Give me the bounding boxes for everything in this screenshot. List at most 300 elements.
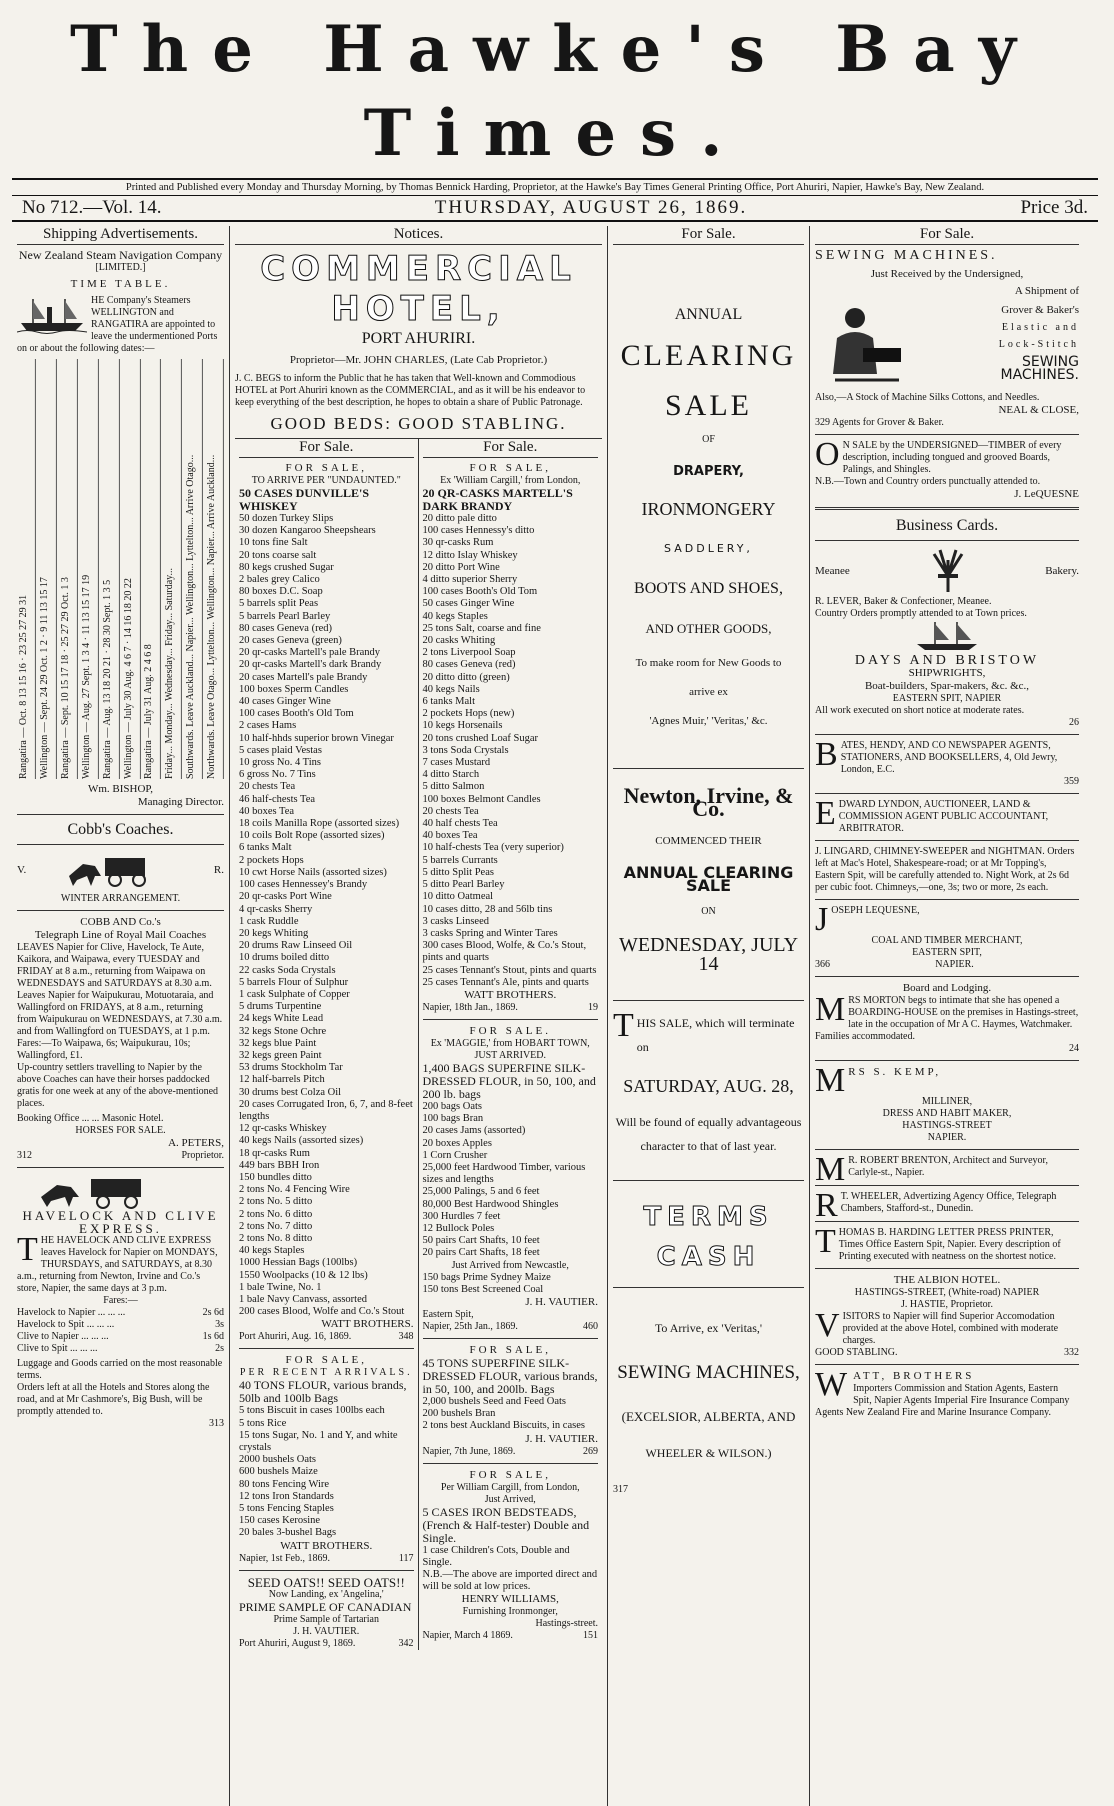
sale-ex: Ex 'William Cargill,' from London,	[440, 475, 581, 486]
column-head: For Sale.	[815, 226, 1079, 245]
goods-item: 5 tons Fencing Staples	[239, 1503, 334, 1515]
goods-item: 600 bushels Maize	[239, 1466, 318, 1478]
ad-number: 366	[815, 959, 830, 970]
oats-heading: SEED OATS!! SEED OATS!!	[247, 1574, 405, 1590]
bates-hendy: BATES, HENDY, AND CO NEWSPAPER AGENTS, STATIONERS, AND BOOKSELLERS, 4, Old Jewry, London, E.C.	[815, 736, 1058, 775]
express-coach-icon	[21, 1173, 221, 1209]
goods-item: 2 tons No. 7 ditto	[239, 1220, 313, 1232]
coach-icon	[65, 850, 175, 890]
coach-emblem	[17, 850, 224, 890]
goods-item: 12 Bullock Poles	[422, 1222, 495, 1234]
goods-item: 12 ditto Islay Whiskey	[422, 549, 518, 561]
goods-item: 100 bags Bran	[422, 1113, 484, 1125]
saddlery: SADDLERY,	[664, 542, 753, 555]
goods-item: 2 bales grey Calico	[239, 574, 320, 586]
country-orders: Country Orders promptly attended to at Town prices.	[815, 608, 1027, 619]
timetable-row: Wellington — Aug. 27 Sept. 1 3 4 · 11 13 15 17 19	[80, 359, 99, 779]
goods-item: 20 pairs Cart Shafts, 18 feet	[422, 1247, 540, 1259]
timetable-row: Friday... Monday... Wednesday... Friday... Saturday...	[163, 359, 182, 779]
goods-item: 30 dozen Kangaroo Sheepshears	[239, 525, 376, 537]
cobb-schedule-2: Leaves Napier for Waipukurau, Motuotaraia, and Wallingford on FRIDAYS, at 8 a.m., returning from Waipukurau on WEDNESDAYS, at 7.30 a.m. and from Wallingford on TUESDAYS, at 1 p.m.	[17, 990, 223, 1037]
goods-item: 2 tons best Auckland Biscuits, in cases	[422, 1420, 585, 1432]
sale-title: FOR SALE,	[469, 1343, 551, 1356]
goods-item: 1 case Children's Cots, Double and Single.	[422, 1544, 570, 1568]
goods-list	[423, 1545, 599, 1594]
agents: 329 Agents for Grover & Baker.	[815, 417, 944, 428]
sale-footer	[423, 1446, 599, 1458]
ironmongery: IRONMONGERY	[641, 499, 776, 519]
subcolumn-left	[235, 439, 419, 1650]
mrs-kemp: MRS S. KEMP,	[815, 1062, 942, 1099]
annual: ANNUAL	[674, 306, 743, 323]
goods-item: 30 qr-casks Rum	[422, 537, 494, 549]
goods-item: 1 cask Sulphate of Copper	[239, 988, 350, 1000]
goods-item: 6 tanks Malt	[422, 696, 475, 708]
orders-nb: N.B.—Town and Country orders punctually attended to.	[815, 476, 1041, 487]
boots-shoes: BOOTS AND SHOES,	[634, 580, 783, 597]
column-notices	[230, 226, 608, 1806]
issue-price: Price 3d.	[1020, 197, 1088, 218]
goods-item: 25 cases Tennant's Stout, pints and quarts	[422, 964, 597, 976]
eastern-spit: EASTERN SPIT,	[912, 947, 982, 958]
sale-title: FOR SALE,	[469, 1468, 551, 1481]
sale-lead: 20 QR-CASKS MARTELL'S DARK BRANDY	[422, 486, 573, 513]
columns	[12, 226, 1098, 1806]
sewing-heading: SEWING MACHINES.	[815, 248, 998, 263]
lingard: J. LINGARD, CHIMNEY-SWEEPER and NIGHTMAN. Orders left at Mac's Hotel, Shakespeare-road; or at Mr Topping's, Eastern Spit, will be carefully attended to. Night Work, at 2s 6d per cubic foot. Chimneys,—one, 3s; two or more, 2s each.	[815, 846, 1075, 893]
sale-signature: J. H. VAUTIER.	[525, 1295, 598, 1308]
goods-item: 2 tons Liverpool Soap	[422, 647, 516, 659]
machines-word: MACHINES.	[1000, 367, 1079, 383]
also-stock: Also,—A Stock of Machine Silks Cottons, and Needles.	[815, 392, 1040, 403]
goods-list	[239, 1405, 414, 1539]
drapery: DRAPERY,	[673, 464, 744, 479]
to-arrive: To Arrive, ex 'Veritas,'	[654, 1321, 763, 1335]
sale-signature: HENRY WILLIAMS,	[461, 1593, 559, 1606]
goods-item: 2 pockets Hops (new)	[422, 708, 515, 720]
column-head: For Sale.	[613, 226, 804, 245]
goods-item: 20 cases Jams (assorted)	[422, 1125, 526, 1137]
all-work: All work executed on short notice at moderate rates.	[815, 705, 1025, 716]
ad-number: 151	[583, 1630, 598, 1642]
vr-v: V.	[17, 863, 27, 876]
goods-item: 4 qr-casks Sherry	[239, 903, 313, 915]
meanee-bakery	[815, 546, 1079, 596]
days-bristow: DAYS AND BRISTOW	[854, 653, 1040, 668]
goods-list	[423, 1396, 599, 1433]
sale-trade: Furnishing Ironmonger,	[462, 1606, 558, 1618]
goods-item: 5 barrels Currants	[422, 854, 498, 866]
goods-item: 18 coils Manilla Rope (assorted sizes)	[239, 818, 400, 830]
goods-item: 40 cases Ginger Wine	[239, 696, 331, 708]
sale-title: FOR SALE,	[285, 462, 367, 474]
board-lodging: Board and Lodging.	[902, 982, 992, 994]
albion-hotel: THE ALBION HOTEL.	[893, 1274, 1001, 1286]
ad-number: 19	[588, 1001, 598, 1013]
goods-item: 10 kegs Horsenails	[422, 720, 503, 732]
oats-landing: Now Landing, ex 'Angelina,'	[268, 1588, 384, 1600]
goods-item: 20 drums Raw Linseed Oil	[239, 940, 353, 952]
timetable-row: Rangatira — July 31 Aug. 2 4 6 8	[142, 359, 161, 779]
sale-date: Port Ahuriri, Aug. 16, 1869.	[239, 1331, 352, 1343]
goods-item: 4 ditto Starch	[422, 769, 480, 781]
shipment: A Shipment of	[1014, 285, 1079, 297]
sale-per: PER RECENT ARRIVALS.	[239, 1367, 413, 1379]
goods-item: 5 ditto Pearl Barley	[422, 879, 505, 891]
fares-heading: Fares:—	[103, 1295, 138, 1306]
firm-name: Newton, Irvine, & Co.	[623, 783, 794, 821]
goods-item: 40 kegs Staples	[239, 1245, 305, 1257]
hastings-street: HASTINGS-STREET	[902, 1120, 992, 1131]
thomas-harding: THOMAS B. HARDING LETTER PRESS PRINTER, Times Office Eastern Spit, Napier. Every description of Printing executed with neatness on the shortest notice.	[815, 1223, 1061, 1262]
sale-date: Port Ahuriri, August 9, 1869.	[239, 1637, 356, 1649]
visitors: VISITORS to Napier will find Superior Accomodation provided at the above Hotel, combined with moderate charges.	[815, 1307, 1059, 1346]
goods-item: 20 cases Martell's pale Brandy	[239, 671, 368, 683]
sale-lead: 40 TONS FLOUR, various brands, 50lb and 100lb Bags	[239, 1378, 407, 1406]
commenced: COMMENCED THEIR	[655, 835, 762, 847]
sale-title: FOR SALE,	[285, 1354, 367, 1367]
goods-item: 3 casks Spring and Winter Tares	[422, 927, 558, 939]
goods-item: 25,000 Palings, 5 and 6 feet	[422, 1186, 540, 1198]
grover: Grover & Baker's	[1001, 304, 1079, 316]
ad-number: 342	[398, 1637, 414, 1649]
wheeler: WHEELER & WILSON.)	[645, 1446, 772, 1460]
goods-item: 12 half-barrels Pitch	[239, 1074, 325, 1086]
milliner: MILLINER,	[921, 1096, 973, 1107]
goods-item: 5 drums Turpentine	[239, 1001, 322, 1013]
ad-number: 332	[1064, 1347, 1079, 1358]
goods-item: 20 cases Corrugated Iron, 6, 7, and 8-feet lengths	[239, 1098, 413, 1122]
timetable-row: Wellington — July 30 Aug. 4 6 7 · 14 16 18 20 22	[122, 359, 141, 779]
goods-item: 2 pockets Hops	[239, 854, 304, 866]
cobb-settlers: Up-country settlers travelling to Napier by the above Coaches can have their horses paddocked gratis for one week at any of the above-mentioned places.	[17, 1062, 219, 1109]
wheatsheaf-icon	[918, 546, 978, 596]
sale-title: FOR SALE,	[469, 462, 551, 474]
goods-item: 100 cases Hennessy's ditto	[422, 525, 535, 537]
goods-item: 25,000 feet Hardwood Timber, various sizes and lengths	[422, 1161, 586, 1186]
goods-item: 150 tons Best Screened Coal	[422, 1283, 544, 1295]
column-head: Notices.	[235, 226, 602, 245]
timetable-row: Northwards. Leave Otago... Lyttelton... Wellington... Napier... Arrive Auckland...	[205, 359, 224, 779]
goods-item: 12 tons Iron Standards	[239, 1490, 334, 1502]
goods-item: 20 casks Whiting	[422, 635, 496, 647]
goods-item: 40 half chests Tea	[422, 818, 498, 830]
goods-item: 20 qr-casks Port Wine	[239, 891, 332, 903]
hotel-name: COMMERCIAL HOTEL,	[260, 249, 577, 329]
goods-item: 2 tons No. 6 ditto	[239, 1208, 313, 1220]
goods-item: 80 boxes D.C. Soap	[239, 586, 323, 598]
sale-title: FOR SALE.	[469, 1024, 551, 1037]
fares-list	[17, 1307, 224, 1355]
goods-item: 80 kegs crushed Sugar	[239, 561, 334, 573]
goods-item: 22 casks Soda Crystals	[239, 964, 336, 976]
ad-number: 317	[613, 1484, 628, 1495]
cobb-co: COBB AND Co.'s	[80, 916, 161, 928]
fare-row: Havelock to Spit ... ... ... 3s	[17, 1319, 224, 1330]
goods-item: 20 kegs Whiting	[239, 927, 309, 939]
time-table	[17, 359, 224, 779]
signature-title: Managing Director.	[137, 796, 224, 808]
newcastle-heading: Just Arrived from Newcastle,	[451, 1259, 569, 1271]
goods-item: 20 boxes Apples	[422, 1137, 492, 1149]
goods-item: 10 cwt Horse Nails (assorted sizes)	[239, 866, 387, 878]
goods-item: 50 cases Ginger Wine	[422, 598, 515, 610]
goods-item: 300 cases Blood, Wolfe, & Co.'s Stout, pints and quarts	[422, 940, 587, 964]
goods-list	[239, 513, 414, 1318]
goods-item: 10 half-chests Tea (very superior)	[422, 842, 564, 854]
elastic: Elastic and	[1001, 322, 1079, 333]
goods-item: 7 cases Mustard	[422, 757, 491, 769]
goods-item: 10 cases ditto, 28 and 56lb tins	[422, 903, 553, 915]
luggage-note: Luggage and Goods carried on the most reasonable terms.	[17, 1358, 223, 1381]
goods-item: 25 tons Salt, coarse and fine	[422, 622, 541, 634]
goods-item: 5 tons Biscuit in cases 100lbs each	[239, 1405, 385, 1417]
goods-item: 40 kegs Nails	[422, 683, 480, 695]
sale-date: Napier, 7th June, 1869.	[422, 1445, 516, 1457]
orders-note: Orders left at all the Hotels and Stores along the road, and at Mr Cashmore's, Big Bush, will be promptly attended to.	[17, 1382, 210, 1417]
steamer-intro: HE Company's Steamers WELLINGTON and RANGATIRA are appointed to leave the undermentioned Ports on or about the following dates:—	[17, 295, 218, 354]
napier: NAPIER.	[927, 1132, 967, 1143]
goods-item: 200 bags Oats	[422, 1100, 482, 1112]
annual-clearing-sale: ANNUAL CLEARING SALE	[623, 863, 794, 895]
beds-stabling: GOOD BEDS: GOOD STABLING.	[270, 414, 567, 433]
goods-item: 3 tons Soda Crystals	[422, 744, 509, 756]
goods-item: 40 boxes Tea	[239, 805, 295, 817]
goods-item: 12 qr-casks Whiskey	[239, 1123, 327, 1135]
sale-signature: J. H. VAUTIER.	[525, 1432, 598, 1445]
column-business	[810, 226, 1084, 1806]
goods-item: 100 cases Booth's Old Tom	[239, 708, 354, 720]
sub-head: For Sale.	[239, 439, 414, 458]
goods-item: 80 cases Geneva (red)	[239, 622, 332, 634]
fare-row: Havelock to Napier ... ... ... 2s 6d	[17, 1307, 224, 1318]
goods-item: 2,000 bushels Seed and Feed Oats	[422, 1395, 566, 1407]
cobb-schedule: LEAVES Napier for Clive, Havelock, Te Aute, Kaikora, and Waipawa, every TUESDAY and FRIDAY at 8 a.m., returning from Waipawa on WEDNESDAYS and SATURDAYS at 8.30 a.m.	[17, 942, 212, 989]
notices-subcolumns	[235, 438, 602, 1650]
good-stabling: GOOD STABLING.	[815, 1347, 898, 1358]
goods-item: 1 bale Navy Canvass, assorted	[239, 1294, 368, 1305]
sale-lead: 45 TONS SUPERFINE SILK-DRESSED FLOUR, various brands, in 50, 100, and 200lb. Bags	[422, 1355, 598, 1396]
goods-item: 30 drums best Colza Oil	[239, 1086, 342, 1098]
goods-item: 20 chests Tea	[239, 781, 296, 793]
goods-item: 40 kegs Staples	[422, 610, 488, 622]
joseph-lequesne: JOSEPH LEQUESNE,	[815, 901, 920, 938]
steamship-icon	[17, 295, 87, 335]
goods-item: 100 boxes Belmont Candles	[422, 793, 541, 805]
goods-item: 10 coils Bolt Rope (assorted sizes)	[239, 830, 385, 842]
robert-brenton: M R. ROBERT BRENTON, Architect and Surveyor, Carlyle-st., Napier.	[815, 1151, 1048, 1188]
goods-item: 150 cases Kerosine	[239, 1515, 321, 1527]
sale-footer	[423, 1630, 599, 1642]
sale-signature: WATT BROTHERS.	[321, 1318, 414, 1331]
goods-item: 20 tons crushed Loaf Sugar	[422, 732, 538, 744]
goods-item: 100 cases Booth's Old Tom	[422, 586, 538, 598]
goods-item: 20 cases Geneva (green)	[239, 635, 342, 647]
sale-date: Napier, 25th Jan., 1869.	[422, 1320, 518, 1332]
ad-number: 24	[1069, 1043, 1079, 1054]
goods-item: 15 tons Sugar, No. 1 and Y, and white crystals	[239, 1429, 398, 1454]
timber-sale: O N SALE by the UNDERSIGNED—TIMBER of every description, including tongued and grooved Boards, Palings, and Shingles.	[815, 436, 1062, 475]
sewing-brands	[905, 304, 1079, 382]
sale-date: Napier, 18th Jan., 1869.	[422, 1001, 518, 1013]
terms-cash: TERMS CASH	[643, 1202, 774, 1272]
goods-item: 46 half-chests Tea	[239, 793, 316, 805]
goods-item: 40 kegs Nails (assorted sizes)	[239, 1135, 364, 1147]
cobb-fares: Fares:—To Waipawa, 6s; Waipukurau, 10s; Wallingford, £1.	[17, 1038, 191, 1061]
goods-item: 80,000 Best Hardwood Shingles	[422, 1198, 559, 1210]
hotel-place: PORT AHURIRI.	[361, 330, 476, 347]
of: OF	[702, 434, 715, 445]
shipwrights: SHIPWRIGHTS,	[908, 667, 986, 679]
goods-item: 1 cask Ruddle	[239, 915, 299, 927]
goods-item: 300 Hurdles 7 feet	[422, 1210, 501, 1222]
express-heading: EXPRESS.	[79, 1221, 162, 1236]
eastern-spit: EASTERN SPIT, NAPIER	[892, 693, 1002, 704]
other-goods: AND OTHER GOODS,	[645, 621, 772, 636]
dateline	[12, 196, 1098, 222]
ships: 'Agnes Muir,' 'Veritas,' &c.	[649, 715, 768, 727]
hastie: J. HASTIE, Proprietor.	[901, 1299, 993, 1310]
goods-item: 10 gross No. 4 Tins	[239, 757, 321, 769]
sale-footer	[239, 1553, 414, 1565]
sale-terminate: THIS SALE, which will terminate on	[613, 1007, 795, 1054]
company-name: New Zealand Steam Navigation Company	[18, 248, 223, 262]
sale-lead: 50 CASES DUNVILLE'S WHISKEY	[239, 486, 370, 513]
goods-item: 449 bars BBH Iron	[239, 1159, 320, 1171]
ad-number: 359	[1064, 776, 1079, 787]
goods-item: 200 cases Blood, Wolfe and Co.'s Stout	[239, 1306, 405, 1318]
timetable-row: Wellington — Sept. 24 29 Oct. 1 2 · 9 11 13 15 17	[38, 359, 57, 779]
goods-item: 200 bushels Bran	[422, 1408, 496, 1420]
cobb-heading: Cobb's Coaches.	[67, 821, 174, 838]
arrive-ex: arrive ex	[689, 686, 728, 698]
goods-item: 20 chests Tea	[422, 805, 479, 817]
boat-builders: Boat-builders, Spar-makers, &c. &c.,	[864, 680, 1030, 692]
albion-address: HASTINGS-STREET, (White-road) NAPIER	[854, 1287, 1040, 1298]
t-wheeler: R T. WHEELER, Advertizing Agency Office, Telegraph Chambers, Stafford-st., Dunedin.	[815, 1187, 1057, 1224]
ad-number: 312	[17, 1150, 32, 1161]
sale-ex: Ex 'MAGGIE,' from HOBART TOWN,	[430, 1037, 590, 1049]
peters-title: Proprietor.	[181, 1150, 224, 1161]
goods-item: 3 casks Linseed	[422, 915, 489, 927]
received: Just Received by the Undersigned,	[870, 268, 1024, 280]
wednesday: WEDNESDAY, JULY 14	[618, 934, 799, 975]
goods-item: 1550 Woolpacks (10 & 12 lbs)	[239, 1269, 368, 1281]
neal-close: NEAL & CLOSE,	[998, 404, 1079, 416]
goods-item: 18 qr-casks Rum	[239, 1147, 310, 1159]
subcolumn-right	[419, 439, 603, 1650]
timetable-row: Rangatira — Oct. 8 13 15 16 · 23 25 27 29 31	[17, 359, 36, 779]
sale-footer	[423, 1321, 599, 1333]
meanee: Meanee	[815, 564, 850, 577]
edward-lyndon: EDWARD LYNDON, AUCTIONEER, LAND & COMMISSION AGENT PUBLIC ACCOUNTANT, ARBITRATOR.	[815, 795, 1049, 834]
timetable-row: Rangatira — Sept. 10 15 17 18 · 25 27 29 Oct. 1 3	[59, 359, 78, 779]
sailing-ship-icon	[907, 620, 987, 654]
ad-number: 313	[209, 1418, 224, 1429]
napier: NAPIER.	[935, 959, 974, 970]
goods-item: 2 tons No. 4 Fencing Wire	[239, 1184, 350, 1196]
sale-footer	[239, 1638, 414, 1650]
clearing: CLEARING	[620, 339, 797, 372]
lequesne-footer	[815, 959, 1079, 971]
goods-item: 5 barrels Pearl Barley	[239, 610, 331, 622]
goods-item: 20 ditto Port Wine	[422, 561, 500, 573]
watt-text: Importers Commission and Station Agents, Eastern Spit, Napier Agents Imperial Fire Insurance Company Agents New Zealand Fire and Marine Insurance Company.	[815, 1383, 1070, 1418]
goods-item: 20 tons coarse salt	[239, 549, 317, 561]
goods-item: 10 tons fine Salt	[239, 537, 308, 549]
sale-footer	[239, 1331, 414, 1343]
ad-number: 348	[398, 1331, 414, 1343]
goods-item: 2 tons No. 5 ditto	[239, 1196, 313, 1208]
peters-footer	[17, 1150, 224, 1162]
goods-item: 100 boxes Sperm Candles	[239, 683, 349, 695]
bakery: Bakery.	[1045, 564, 1079, 577]
sewing-machines: SEWING MACHINES,	[617, 1362, 800, 1383]
business-cards-heading: Business Cards.	[895, 517, 999, 534]
lequesne: J. LeQUESNE	[1014, 488, 1079, 500]
winter-arrangement: WINTER ARRANGEMENT.	[60, 893, 181, 904]
ad-number: 460	[583, 1320, 598, 1332]
goods-item: 50 pairs Cart Shafts, 10 feet	[422, 1235, 540, 1247]
sale-just: Just Arrived,	[484, 1493, 536, 1505]
goods-list	[423, 1272, 599, 1296]
goods-item: N.B.—The above are imported direct and will be sold at low prices.	[422, 1568, 598, 1593]
make-room: To make room for New Goods to	[635, 657, 782, 669]
goods-list	[423, 1101, 599, 1260]
sale-place: Eastern Spit,	[422, 1308, 474, 1320]
goods-item: 6 gross No. 7 Tins	[239, 769, 316, 781]
goods-item: 10 half-hhds superior brown Vinegar	[239, 732, 394, 744]
goods-item: 80 cases Geneva (red)	[422, 659, 516, 671]
newspaper-title: The Hawke's Bay Times.	[70, 12, 1040, 171]
sewing-word: SEWING	[1021, 354, 1079, 370]
sale-footer	[423, 1002, 599, 1014]
vr-r: R.	[213, 863, 224, 876]
goods-item: 20 bales 3-bushel Bags	[239, 1527, 337, 1539]
lock-stitch: Lock-Stitch	[998, 339, 1079, 350]
goods-item: 2000 bushels Oats	[239, 1454, 316, 1466]
goods-item: 1 Corn Crusher	[422, 1149, 488, 1161]
goods-item: 25 cases Tennant's Ale, pints and quarts	[422, 976, 589, 988]
goods-item: 24 kegs White Lead	[239, 1013, 324, 1025]
telegraph-line: Telegraph Line of Royal Mail Coaches	[34, 929, 207, 941]
goods-item: 2 cases Hams	[239, 720, 297, 732]
goods-item: 5 ditto Split Peas	[422, 866, 494, 878]
hotel-proprietor: Proprietor—Mr. JOHN CHARLES, (Late Cab Proprietor.)	[289, 354, 548, 366]
goods-item: 6 tanks Malt	[239, 842, 292, 854]
goods-item: 5 tons Rice	[239, 1417, 287, 1429]
sale-arrive: TO ARRIVE PER "UNDAUNTED."	[251, 475, 401, 486]
sale-date: Napier, March 4 1869.	[422, 1630, 513, 1642]
equally: Will be found of equally advantageous character to that of last year.	[615, 1115, 802, 1153]
on: ON	[701, 906, 716, 917]
sale-street: Hastings-street.	[535, 1618, 598, 1630]
watt-brothers: WATT, BROTHERS	[815, 1366, 975, 1403]
oats-signature: J. H. VAUTIER.	[293, 1625, 360, 1637]
sale-just: JUST ARRIVED.	[474, 1049, 546, 1061]
goods-item: 5 barrels Flour of Sulphur	[239, 976, 349, 988]
goods-item: 10 drums boiled ditto	[239, 952, 330, 964]
lever-card: R. LEVER, Baker & Confectioner, Meanee.	[815, 596, 992, 607]
goods-item: 1000 Hessian Bags (100lbs)	[239, 1257, 358, 1269]
goods-item: 150 bundles ditto	[239, 1171, 312, 1183]
peters-signature: A. PETERS,	[168, 1137, 224, 1149]
horses-for-sale: HORSES FOR SALE.	[75, 1125, 166, 1136]
goods-item: 32 kegs Stone Ochre	[239, 1025, 327, 1037]
hotel-notice: J. C. BEGS to inform the Public that he has taken that Well-known and Commodious HOTEL at Port Ahuriri known as the COMMERCIAL, and as it will be his endeavor to keep everything of the best description, he hopes to obtain a share of Public Patronage.	[235, 373, 586, 408]
havelock-schedule: THE HAVELOCK AND CLIVE EXPRESS leaves Havelock for Napier on MONDAYS, THURSDAYS, and SATURDAYS, at 8.30 a.m., returning from Newton, Irvine and Co.'s store, Napier, the same days at 3 p.m.	[17, 1231, 218, 1294]
limited-note: [LIMITED.]	[95, 262, 146, 273]
